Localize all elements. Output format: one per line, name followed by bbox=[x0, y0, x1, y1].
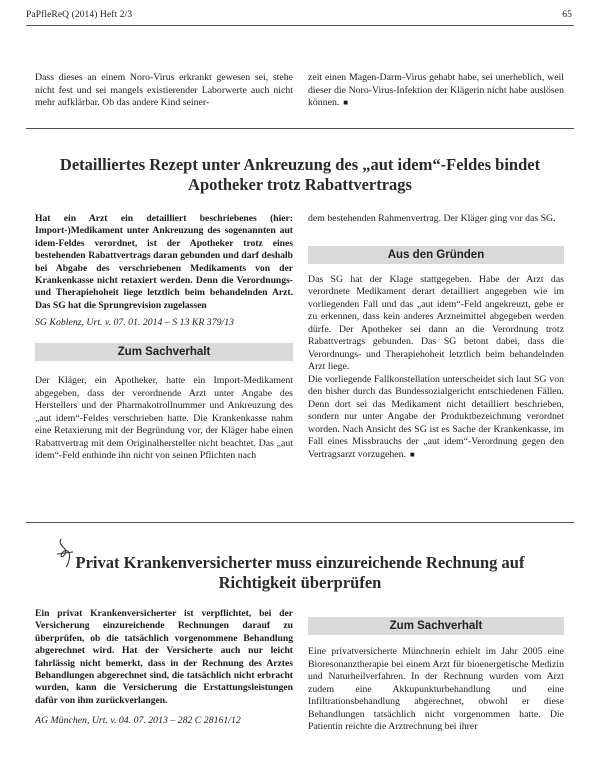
article-left-column bbox=[35, 213, 293, 463]
article-lead: Ein privat Krankenversicherter ist verpflichtet, bei der Versicherung einzureichende Rechnungen darauf zu überprüfen, ob die tatsächlich vorgenommene Behandlung abgerechnet wird. Hat der Versicherte auch nur leicht fahrlässig nicht bemerkt, dass in der Rechnung des Arztes Behandlungen abgerechnet sind, die tatsächlich nicht erbracht wurden, kann die Versicherung die Erstattungsleistungen dafür von ihm zurückverlangen. bbox=[35, 608, 293, 706]
continuation-right-text: zeit einen Magen-Darm-Virus gehabt habe, sei unerheblich, weil dieser die Noro-Virus-Infektion der Klägerin nicht habe auslösen können. bbox=[308, 72, 564, 108]
article-divider bbox=[26, 522, 574, 523]
article-title: Detailliertes Rezept unter Ankreuzung des „aut idem“-Feldes bindet Apotheker trotz Rabattvertrags bbox=[59, 155, 541, 194]
article-citation: SG Koblenz, Urt. v. 07. 01. 2014 – S 13 KR 379/13 bbox=[35, 317, 235, 329]
gruende-paragraph-2-text: Die vorliegende Fallkonstellation unterscheidet sich laut SG von den bisher durch das Bundessozialgericht entschiedenen Fällen. Denn dort sei das Medikament nicht detailliert beschrieben, sondern nur unter Angabe der Produktbezeichnung verordnet worden. Nach Ansicht des SG ist es Sache der Krankenkasse, im Fall eines Missbrauchs der „aut idem“-Verordnung gegen den Vertragsarzt vorzugehen. bbox=[308, 373, 564, 460]
article-lead: Hat ein Arzt ein detailliert beschriebenes (hier: Import-)Medikament unter Ankreuzung des sogenannten aut idem-Feldes verordnet, ist der Apotheker trotz eines bestehenden Rabattvertrags daran gebunden und darf deshalb bei Abgabe des verschriebenen Medikaments von der Krankenkasse nicht retaxiert werden. Denn die Verordnungs- und Therapiehoheit liege letztlich beim behandelnden Arzt. Das SG hat die Sprungrevision zugelassen bbox=[35, 213, 293, 311]
gruende-paragraph-1: Das SG hat der Klage stattgegeben. Habe der Arzt das verordnete Medikament derart detailliert angegeben wie im vorliegenden Fall und das „aut idem“-Feld angekreuzt, gebe er zu erkennen, dass kein anderes Arzneimittel abgegeben werden dürfe. Der Apotheker sei dann an die Verordnung trotz Rabattvertrags gebunden. Das SG betont dabei, dass die Verordnungs- und Therapiehoheit letztlich beim behandelnden Arzt liege. bbox=[308, 273, 564, 372]
section-divider bbox=[26, 128, 574, 129]
continuation-left-text: Dass dieses an einem Noro-Virus erkrankt gewesen sei, stehe nicht fest und sei mangels existierender Laborwerte auch nicht mehr aufklärbar. Ob das andere Kind seiner- bbox=[35, 72, 293, 108]
section-heading-sachverhalt: Zum Sachverhalt bbox=[308, 617, 564, 635]
article-right-column bbox=[308, 617, 564, 734]
end-mark: ■ bbox=[343, 98, 349, 107]
article-citation: AG München, Urt. v. 04. 07. 2013 – 282 C 28161/12 bbox=[35, 715, 241, 727]
continuation-right bbox=[308, 72, 564, 110]
section-heading-sachverhalt: Zum Sachverhalt bbox=[35, 343, 293, 361]
section-heading-gruende: Aus den Gründen bbox=[308, 246, 564, 264]
journal-header: PaPfleReQ (2014) Heft 2/3 bbox=[26, 10, 133, 20]
article-left-column bbox=[35, 608, 293, 726]
continuation-left bbox=[35, 72, 293, 110]
gruende-paragraph-2 bbox=[308, 374, 564, 462]
article-title: Privat Krankenversicherter muss einzureichende Rechnung auf Richtigkeit überprüfen bbox=[75, 553, 525, 592]
end-mark: ■ bbox=[409, 449, 415, 459]
sachverhalt-text: Eine privatversicherte Münchnerin erhielt im Jahr 2005 eine Bioresonanztherapie bei einem Arzt für bioenergetische Medizin und Naturheilverfahren. In der Rechnung wurden vom Arzt zudem eine Akkupunkturbehandlung und eine Infiltrationsbehandlung abgerechnet, obwohl er diese Behandlungen tatsächlich nicht vorgenommen hatte. Die Patientin reichte die Arztrechnung bei ihrer bbox=[308, 646, 564, 732]
article-right-column bbox=[308, 213, 564, 461]
sachverhalt-text: Der Kläger, ein Apotheker, hatte ein Import-Medikament abgegeben, dass der verordnende Arzt unter Angabe des Herstellers und der Pharmakotrollnummer und Ankreuzung des „aut idem“-Feldes verschrieben hatte. Die Krankenkasse nahm eine Retaxierung mit der Begründung vor, der Kläger habe einen Rabattvertrag mit dem Originalhersteller nicht beachtet. Das „aut idem“-Feld enthinde ihn nicht von seinen Pflichten nach bbox=[35, 375, 293, 462]
right-intro-text: dem bestehenden Rahmenvertrag. Der Kläger ging vor das SG. bbox=[308, 213, 556, 224]
header-rule bbox=[26, 25, 574, 26]
page-number: 65 bbox=[562, 10, 572, 20]
